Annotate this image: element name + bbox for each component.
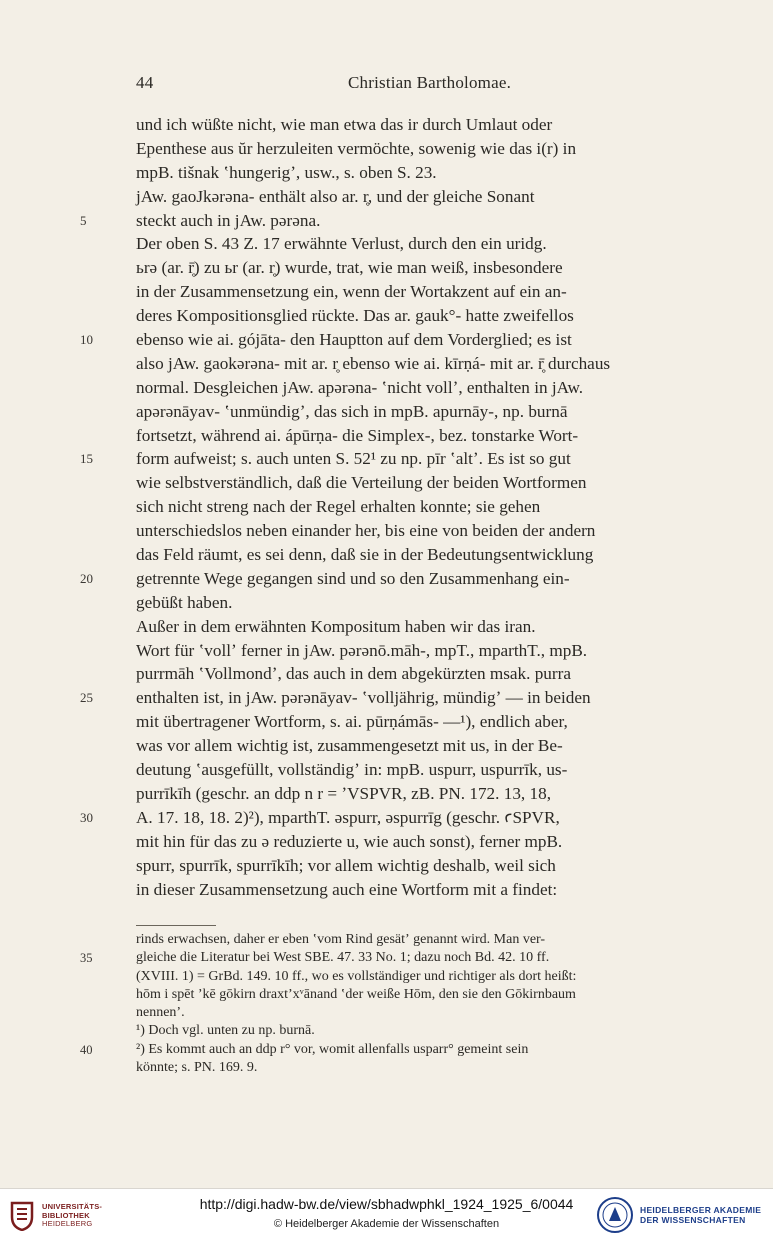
body-line (136, 280, 726, 304)
line-number: 20 (80, 570, 93, 586)
body-line (136, 424, 726, 448)
library-logo-line-3: HEIDELBERG (42, 1219, 93, 1228)
academy-logo-line-2: DER WISSENSCHAFTEN (640, 1215, 746, 1225)
note-line-text: könnte; s. PN. 169. 9. (136, 1060, 258, 1076)
body-line-text: enthalten ist, in jAw. pərənāyav- ʽvolljährig, mündigʼ — in beiden (136, 688, 591, 708)
body-line-text: Der oben S. 43 Z. 17 erwähnte Verlust, durch den ein uridg. (136, 234, 547, 254)
body-line-text: normal. Desgleichen jAw. apərəna- ʽnicht vollʼ, enthalten in jAw. (136, 377, 584, 397)
page-header (136, 73, 726, 95)
body-line (136, 782, 726, 806)
body-line-text: ebenso wie ai. gójāta- den Hauptton auf dem Vorderglied; es ist (136, 330, 572, 350)
note-line (80, 949, 726, 967)
note-line-text: gleiche die Literatur bei West SBE. 47. 33 No. 1; dazu noch Bd. 42. 10 ff. (136, 950, 550, 966)
body-line-text: deres Kompositionsglied rückte. Das ar. gauk°- hatte zweifellos (136, 306, 574, 326)
permalink-url[interactable]: http://digi.hadw-bw.de/view/sbhadwphkl_1924_1925_6/0044 (199, 1196, 574, 1212)
academy-logo-line-1: HEIDELBERGER AKADEMIE (640, 1205, 762, 1215)
body-line (136, 161, 726, 185)
note-line (136, 968, 726, 986)
body-line-text: purrīkīh (geschr. an ddp n r = ʼVSPVR, zB. PN. 172. 13, 18, (136, 783, 552, 803)
line-number: 40 (80, 1042, 93, 1057)
body-line (136, 113, 726, 137)
body-line-text: und ich wüßte nicht, wie man etwa das ir durch Umlaut oder (136, 115, 553, 134)
body-line-text: das Feld räumt, es sei denn, daß sie in der Bedeutungsentwicklung (136, 545, 594, 565)
body-line (136, 758, 726, 782)
body-line (136, 615, 726, 639)
library-logo-line-1: UNIVERSITÄTS- (42, 1202, 103, 1211)
body-line-text: Außer in dem erwähnten Kompositum haben wir das iran. (136, 616, 536, 636)
body-line-text: Epenthese aus ŭr herzuleiten vermöchte, sowenig wie das i(r) in (136, 138, 577, 158)
note-line-text: hōm i spēt ʼkē gōkirn draxtʼxᵛānand ʽder weiße Hōm, den sie den Gōkirnbaum (136, 986, 576, 1002)
body-line-text: getrennte Wege gegangen sind und so den Zusammenhang ein- (136, 568, 570, 588)
line-number: 35 (80, 951, 93, 966)
line-number: 25 (80, 690, 93, 706)
body-line-text: wie selbstverständlich, daß die Verteilung der beiden Wortformen (136, 473, 587, 493)
body-line (136, 543, 726, 567)
note-line (136, 986, 726, 1004)
body-line (80, 328, 726, 352)
body-line-text: steckt auch in jAw. pərəna. (136, 210, 321, 230)
body-line-text: apərənāyav- ʽunmündigʼ, das sich in mpB. apurnāy-, np. burnā (136, 401, 568, 421)
body-line-text: unterschiedslos neben einander her, bis eine von beiden der andern (136, 521, 596, 541)
body-line-text: form aufweist; s. auch unten S. 52¹ zu np. pīr ʽaltʼ. Es ist so gut (136, 449, 571, 469)
body-line (136, 376, 726, 400)
library-logo-line-2: BIBLIOTHEK (42, 1210, 90, 1220)
body-line (136, 662, 726, 686)
body-line-text: gebüßt haben. (136, 592, 233, 612)
main-text (80, 113, 726, 901)
body-line (136, 304, 726, 328)
viewer-footer (0, 1188, 773, 1241)
footnote-separator (136, 925, 216, 926)
line-number: 10 (80, 332, 93, 348)
body-line (136, 137, 726, 161)
line-number: 5 (80, 212, 87, 228)
note-line-text: ²) Es kommt auch an ddp r° vor, womit allenfalls usparr° gemeint sein (136, 1041, 529, 1057)
note-line-text: nennenʼ. (136, 1005, 185, 1021)
academy-logo[interactable] (596, 1195, 766, 1235)
body-line (80, 567, 726, 591)
note-line (136, 931, 726, 949)
body-line (80, 209, 726, 233)
body-line (136, 232, 726, 256)
body-line-text: sich nicht streng nach der Regel erhalten konnte; sie gehen (136, 497, 541, 517)
body-line (136, 591, 726, 615)
note-line-text: (XVIII. 1) = GrBd. 149. 10 ff., wo es vollständiger und richtiger als dort heißt: (136, 968, 577, 984)
body-line-text: Wort für ʽvollʼ ferner in jAw. pərənō.māh-, mpT., mparthT., mpB. (136, 640, 588, 660)
note-line-text: rinds erwachsen, daher er eben ʽvom Rind gesätʼ genannt wird. Man ver- (136, 932, 546, 947)
note-line (136, 1004, 726, 1022)
body-line-text: ьrə (ar. r̥̄) zu ьr (ar. r̥) wurde, trat, wie man weiß, insbesondere (136, 258, 563, 278)
body-line (136, 639, 726, 663)
body-line (136, 471, 726, 495)
body-line (136, 830, 726, 854)
body-line-text: in der Zusammensetzung ein, wenn der Wortakzent auf ein an- (136, 282, 567, 302)
body-line (80, 447, 726, 471)
body-line-text: mit übertragener Wortform, s. ai. pūrṇámās- —¹), endlich aber, (136, 712, 568, 732)
body-line (136, 878, 726, 902)
note-line-text: ¹) Doch vgl. unten zu np. burnā. (136, 1023, 315, 1039)
body-line (136, 352, 726, 376)
body-line-text: jAw. gaoJkərəna- enthält also ar. r̥, und der gleiche Sonant (136, 186, 535, 206)
body-line-text: also jAw. gaokərəna- mit ar. r̥ ebenso wie ai. kīrṇá- mit ar. r̥̄ durchaus (136, 353, 611, 373)
body-line-text: spurr, spurrīk, spurrīkīh; vor allem wichtig deshalb, weil sich (136, 855, 556, 875)
body-line (136, 400, 726, 424)
body-line-text: deutung ʽausgefüllt, vollständigʼ in: mpB. uspurr, uspurrīk, us- (136, 760, 568, 780)
body-line-text: in dieser Zusammensetzung auch eine Wortform mit a findet: (136, 879, 558, 899)
running-title: Christian Bartholomae. (348, 73, 512, 92)
body-line (136, 710, 726, 734)
body-line-text: A. 17. 18, 18. 2)²), mparthT. əspurr, əspurrīg (geschr. ꜥSPVR, (136, 807, 560, 827)
body-line-text: purrmāh ʽVollmondʼ, das auch in dem abgekürzten msak. purra (136, 664, 571, 684)
body-line (136, 256, 726, 280)
body-line (136, 519, 726, 543)
body-line (80, 806, 726, 830)
body-line-text: mpB. tišnak ʽhungerigʼ, usw., s. oben S. 23. (136, 162, 437, 182)
body-line-text: was vor allem wichtig ist, zusammengesetzt mit us, in der Be- (136, 736, 563, 756)
body-line (80, 686, 726, 710)
body-line (136, 495, 726, 519)
academy-seal-icon (596, 1196, 634, 1234)
note-line (136, 1022, 726, 1040)
line-number: 30 (80, 809, 93, 825)
page-number: 44 (136, 73, 154, 92)
line-number: 15 (80, 451, 93, 467)
body-line (136, 854, 726, 878)
body-line-text: mit hin für das zu ə reduzierte u, wie auch sonst), ferner mpB. (136, 831, 563, 851)
copyright-notice: © Heidelberger Akademie der Wissenschaften (273, 1218, 500, 1230)
note-line (80, 1041, 726, 1059)
note-line (136, 1059, 726, 1077)
body-line (136, 734, 726, 758)
body-line (136, 185, 726, 209)
footnotes (80, 931, 726, 1077)
body-line-text: fortsetzt, während ai. ápūrṇa- die Simplex-, bez. tonstarke Wort- (136, 425, 579, 445)
